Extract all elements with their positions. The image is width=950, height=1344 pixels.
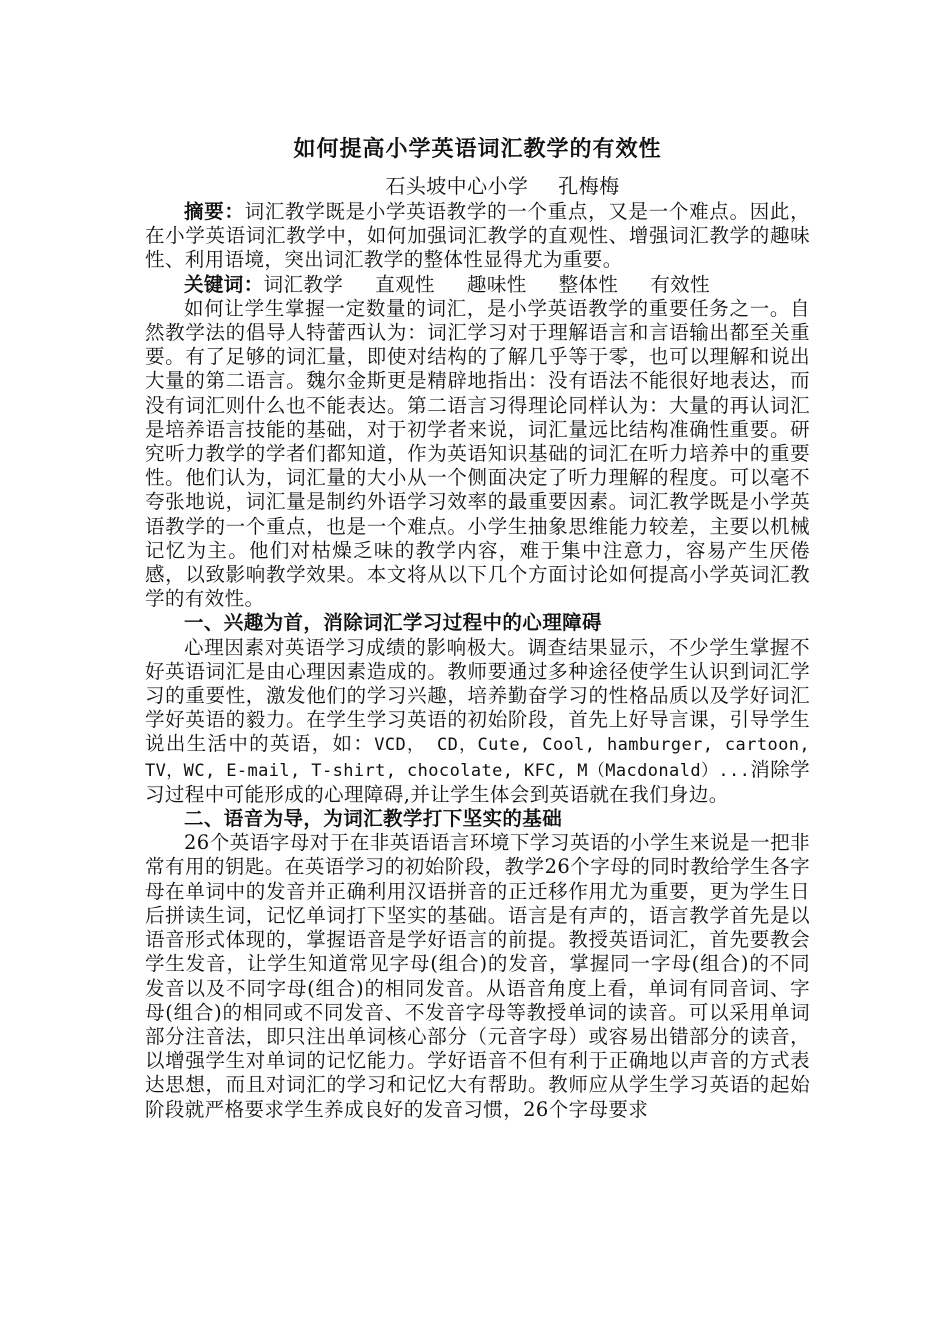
section-1-text-before: 心理因素对英语学习成绩的影响极大。调查结果显示，不少学生掌握不好英语词汇是由心理因素造成的。教师要通过多种途径使学生认识到词汇学习的重要性，激发他们的学习兴趣，培养勤奋学习的性格品质以及学好词汇学好英语的毅力。在学生学习英语的初始阶段，首先上好导言课，引导学生说出生活中的英语，如： <box>145 635 810 756</box>
section-1-examples: VCD， CD，Cute, Cool, hamburger, cartoon, TV，WC, E-mail, T-shirt, chocolate, KFC, M（Macdonald）... <box>145 735 811 781</box>
author-line <box>145 172 810 200</box>
keywords-label: 关键词： <box>184 272 264 296</box>
section-heading-1: 一、兴趣为首，消除词汇学习过程中的心理障碍 <box>184 611 602 635</box>
keyword: 词汇教学 <box>263 272 344 296</box>
intro-paragraph: 如何让学生掌握一定数量的词汇，是小学英语教学的重要任务之一。自然教学法的倡导人特蕾西认为：词汇学习对于理解语言和言语输出都至关重要。有了足够的词汇量，即使对结构的了解几乎等于零，也可以理解和说出大量的第二语言。魏尔金斯更是精辟地指出：没有语法不能很好地表达，而没有词汇则什么也不能表达。第二语言习得理论同样认为：大量的再认词汇是培养语言技能的基础，对于初学者来说，词汇量远比结构准确性重要。研究听力教学的学者们都知道，作为英语知识基础的词汇在听力培养中的重要性。他们认为，词汇量的大小从一个侧面决定了听力理解的程度。可以毫不夸张地说，词汇量是制约外语学习效率的最重要因素。词汇教学既是小学英语教学的一个重点，也是一个难点。小学生抽象思维能力较差，主要以机械记忆为主。他们对枯燥乏味的教学内容，难于集中注意力，容易产生厌倦感，以致影响教学效果。本文将从以下几个方面讨论如何提高小学英词汇教学的有效性。 <box>145 296 810 611</box>
keyword: 有效性 <box>650 272 711 296</box>
document-title: 如何提高小学英语词汇教学的有效性 <box>293 137 662 162</box>
keyword: 趣味性 <box>466 272 527 296</box>
author-school: 石头坡中心小学 <box>385 174 529 198</box>
section-1-paragraph <box>145 636 810 807</box>
abstract-text: 词汇教学既是小学英语教学的一个重点，又是一个难点。因此，在小学英语词汇教学中，如何加强词汇教学的直观性、增强词汇教学的趣味性、利用语境，突出词汇教学的整体性显得尤为重要。 <box>145 200 810 272</box>
section-heading-2: 二、语音为导，为词汇教学打下坚实的基础 <box>184 807 563 831</box>
keyword: 整体性 <box>558 272 619 296</box>
section-2-paragraph: 26个英语字母对于在非英语语言环境下学习英语的小学生来说是一把非常有用的钥匙。在英语学习的初始阶段，教学26个字母的同时教给学生各字母在单词中的发音并正确利用汉语拼音的正迁移作用尤为重要，更为学生日后拼读生词，记忆单词打下坚实的基础。语言是有声的，语言教学首先是以语音形式体现的，掌握语音是学好语言的前提。教授英语词汇，首先要教会学生发音，让学生知道常见字母(组合)的发音，掌握同一字母(组合)的不同发音以及不同字母(组合)的相同发音。从语音角度上看，单词有同音词、字母(组合)的相同或不同发音、不发音字母等教授单词的读音。可以采用单词部分注音法，即只注出单词核心部分（元音字母）或容易出错部分的读音，以增强学生对单词的记忆能力。学好语音不但有利于正确地以声音的方式表达思想，而且对词汇的学习和记忆大有帮助。教师应从学生学习英语的起始阶段就严格要求学生养成良好的发音习惯，26个字母要求 <box>145 831 810 1121</box>
abstract-paragraph <box>145 200 810 273</box>
abstract-label: 摘要： <box>184 200 245 223</box>
document-page <box>145 128 810 1122</box>
keyword: 直观性 <box>375 272 435 296</box>
section-1-text-after: 消除学习过程中可能形成的心理障碍,并让学生体会到英语就在我们身边。 <box>145 757 810 806</box>
author-name: 孔梅梅 <box>558 174 620 198</box>
keywords-paragraph <box>145 273 810 297</box>
